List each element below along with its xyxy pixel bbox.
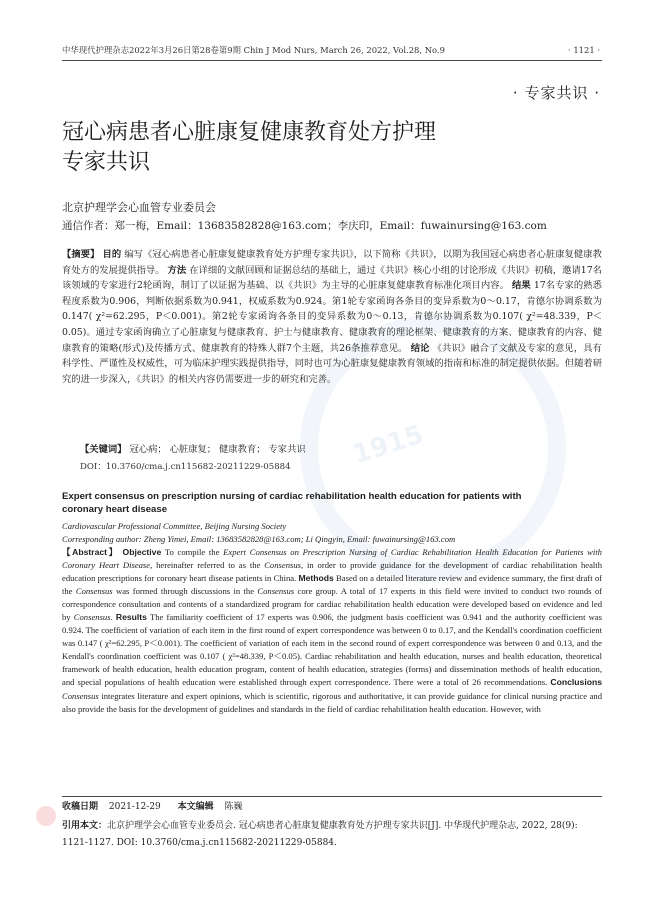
column-label: · 专家共识 ·: [512, 84, 600, 102]
conclusions-text: 《共识》融合了文献及专家的意见，具有科学性、严谨性及权威性，可为临床护理实践提供指导，同时也可为心脏康复健康教育领域的指南和标准的制定提供依据。但随着研究的进一步深入，《共识》的相关内容仍需要进一步的研究和完善。: [62, 342, 602, 385]
footer-rule: [62, 796, 602, 797]
header-rule: [62, 60, 602, 61]
watermark-seal-year: 1915: [349, 419, 428, 471]
english-objective-pre: To compile the: [164, 547, 224, 557]
methods-text: 在详细的文献回顾和证据总结的基础上，通过《共识》核心小组的讨论形成《共识》初稿，邀请17名该领域的专家进行2轮函询，制订了以证据为基础、以《共识》为主导的心脏康复健康教育标准化项目内容。: [62, 264, 602, 292]
title-line-1: 冠心病患者心脏康复健康教育处方护理: [62, 120, 437, 145]
running-header: [62, 43, 600, 57]
english-title-line-2: coronary heart disease: [62, 504, 168, 515]
english-title-line-1: Expert consensus on prescription nursing of cardiac rehabilitation health education for patients with: [62, 491, 522, 502]
english-objective-label: Objective: [122, 547, 162, 557]
objective-label: 目的: [102, 249, 122, 260]
citation-label: 引用本文：: [62, 821, 108, 831]
english-conclusions-label: Conclusions: [550, 677, 602, 688]
received-date: 2021-12-29: [108, 802, 161, 812]
article-title: [62, 118, 522, 178]
consensus-term: Consensus: [62, 690, 99, 701]
journal-header: 中华现代护理杂志2022年3月26日第28卷第9期 Chin J Mod Nurs, March 26, 2022, Vol.28, No.9: [62, 45, 445, 55]
english-abstract-label: 【Abstract】: [62, 547, 119, 557]
english-methods-a: Based on a detailed literature review and evidence summary, the first draft of the: [62, 573, 602, 597]
authors: 北京护理学会心血管专业委员会: [62, 201, 216, 214]
results-label: 结果: [512, 280, 531, 292]
english-objective-mid: , hereinafter referred to as the: [150, 560, 265, 571]
english-methods-c: core group. A total of 17 experts in this field were invited to conduct two rounds of correspondence consultation and contents of a standardized program for cardiac rehabilitation health education were developed based on evidence and led by: [62, 586, 602, 623]
citation: [62, 818, 602, 852]
keywords: [80, 442, 306, 457]
editor-label: 本文编辑: [177, 802, 214, 812]
received-info: [62, 800, 602, 814]
doi: DOI：10.3760/cma.j.cn115682-20211229-05884: [80, 462, 291, 472]
corner-mark-icon: [36, 806, 56, 826]
english-abstract: 【Abstract】 Objective To compile the Expert Consensus on Prescription Nursing of Cardiac Rehabilitation Health Education for Patients with Coronary Heart Disease, hereinafter referred to as the Consensus, in order to provide guidance for the development of cardiac rehabilitation health education prescriptions for coronary heart disease patients in China. Methods Based on a detailed literature review and evidence summary, the first draft of the Consensus was formed through discussions in the Consensus core group. A total of 17 experts in this field were invited to conduct two rounds of correspondence consultation and contents of a standardized program for cardiac rehabilitation health education were developed based on evidence and led by Consensus. Results The familiarity coefficient of 17 experts was 0.906, the judgment basis coefficient was 0.941 and the authority coefficient was 0.924. The coefficient of variation of each item in the first round of expert correspondence was between 0 to 0.17, and the Kendall's coordination coefficient was 0.147 ( χ²=62.295, P＜0.001). The coefficient of variation of each item in the second round of expert correspondence was between 0 and 0.13, and the Kendall's coordination coefficient was 0.107 ( χ²=48.339, P＜0.05). Cardiac rehabilitation and health education, nurses and health education, theoretical framework of health education, health education program, content of health education, strategies (forms) and dissemination methods of health education, and special populations of health education were established through expert correspondence. There were a total of 26 recommendations. Conclusions Consensus integrates literature and expert opinions, which is scientific, rigorous and authoritative, it can provide guidance for clinical nursing practice and also provide the basis for the development of guidelines and standards in the field of cardiac rehabilitation health education. However, with: [62, 547, 603, 714]
consensus-term: Consensus: [257, 586, 295, 597]
objective-text: 编写《冠心病患者心脏康复健康教育处方护理专家共识》，以下简称《共识》，以期为我国冠心病患者心脏康复健康教育处方的发展提供指导。: [62, 249, 602, 276]
conclusions-label: 结论: [410, 342, 430, 354]
english-methods-label: Methods: [298, 573, 334, 584]
english-organization: Cardiovascular Professional Committee, Beijing Nursing Society: [62, 521, 287, 531]
consensus-term: Consensus: [75, 586, 113, 597]
editor-name: 陈巍: [224, 802, 243, 812]
received-label: 收稿日期: [62, 802, 99, 812]
consensus-term: Consensus: [264, 560, 301, 571]
english-corresponding-author: Corresponding author: Zheng Yimei, Email: 13683582828@163.com; Li Qingyin, Email: fuwainursing@163.com: [62, 534, 456, 544]
methods-label: 方法: [167, 264, 187, 276]
corresponding-author: 通信作者：郑一梅，Email：13683582828@163.com；李庆印，Email：fuwainursing@163.com: [62, 220, 547, 232]
title-line-2: 专家共识: [62, 150, 151, 175]
abstract-label: 【摘要】: [62, 249, 100, 260]
keywords-text: 冠心病； 心脏康复； 健康教育； 专家共识: [129, 444, 306, 455]
english-results-text: The familiarity coefficient of 17 experts was 0.906, the judgment basis coefficient was 0.941 and the authority coefficient was 0.924. The coefficient of variation of each item in the first round of expert correspondence was between 0 to 0.17, and the Kendall's coordination coefficient was 0.147 ( χ²=62.295, P＜0.001). The coefficient of variation of each item in the second round of expert correspondence was between 0 and 0.13, and the Kendall's coordination coefficient was 0.107 ( χ²=48.339, P＜0.05). Cardiac rehabilitation and health education, nurses and health education, theoretical framework of health education, health education program, content of health education, strategies (forms) and dissemination methods of health education, and special populations of health education were established through expert correspondence. There were a total of 26 recommendations.: [62, 612, 603, 688]
english-methods-b: was formed through discussions in the: [112, 586, 258, 597]
page-number: · 1121 ·: [568, 45, 600, 55]
english-objective-ital: Expert Consensus on Prescription Nursing of Cardiac Rehabilitation Health Education for Patients with Coronary Heart Disease: [62, 547, 602, 571]
english-objective-post: , in order to provide guidance for the development of cardiac rehabilitation health education prescriptions for coronary heart disease patients in China.: [62, 560, 602, 584]
english-results-label: Results: [115, 612, 147, 623]
consensus-term: Consensus: [73, 612, 111, 623]
english-conclusions-text: integrates literature and expert opinions, which is scientific, rigorous and authoritative, it can provide guidance for clinical nursing practice and also provide the basis for the development of guidelines and standards in the field of cardiac rehabilitation health education. However, with: [62, 690, 602, 714]
keywords-label: 【关键词】: [80, 444, 127, 455]
results-text: 17名专家的熟悉程度系数为0.906，判断依据系数为0.941，权威系数为0.924。第1轮专家函询各条目的变异系数为0～0.17，肯德尔协调系数为0.147( χ²=62.295，P＜0.001)。第2轮专家函询各条目的变异系数为0～0.13，肯德尔协调系数为0.107( χ²=48.339，P＜0.05)。通过专家函询确立了心脏康复与健康教育、护士与健康教育、健康教育的理论框架、健康教育的方案、健康教育的内容、健康教育的策略(形式)及传播方式、健康教育的特殊人群7个主题，共26条推荐意见。: [62, 280, 602, 354]
english-title: [62, 490, 602, 516]
chinese-abstract: [62, 247, 602, 387]
citation-text: 北京护理学会心血管专业委员会. 冠心病患者心脏康复健康教育处方护理专家共识[J]. 中华现代护理杂志, 2022, 28(9): 1121-1127. DOI: 10.3760/cma.j.cn115682-20211229-05884.: [62, 821, 578, 848]
